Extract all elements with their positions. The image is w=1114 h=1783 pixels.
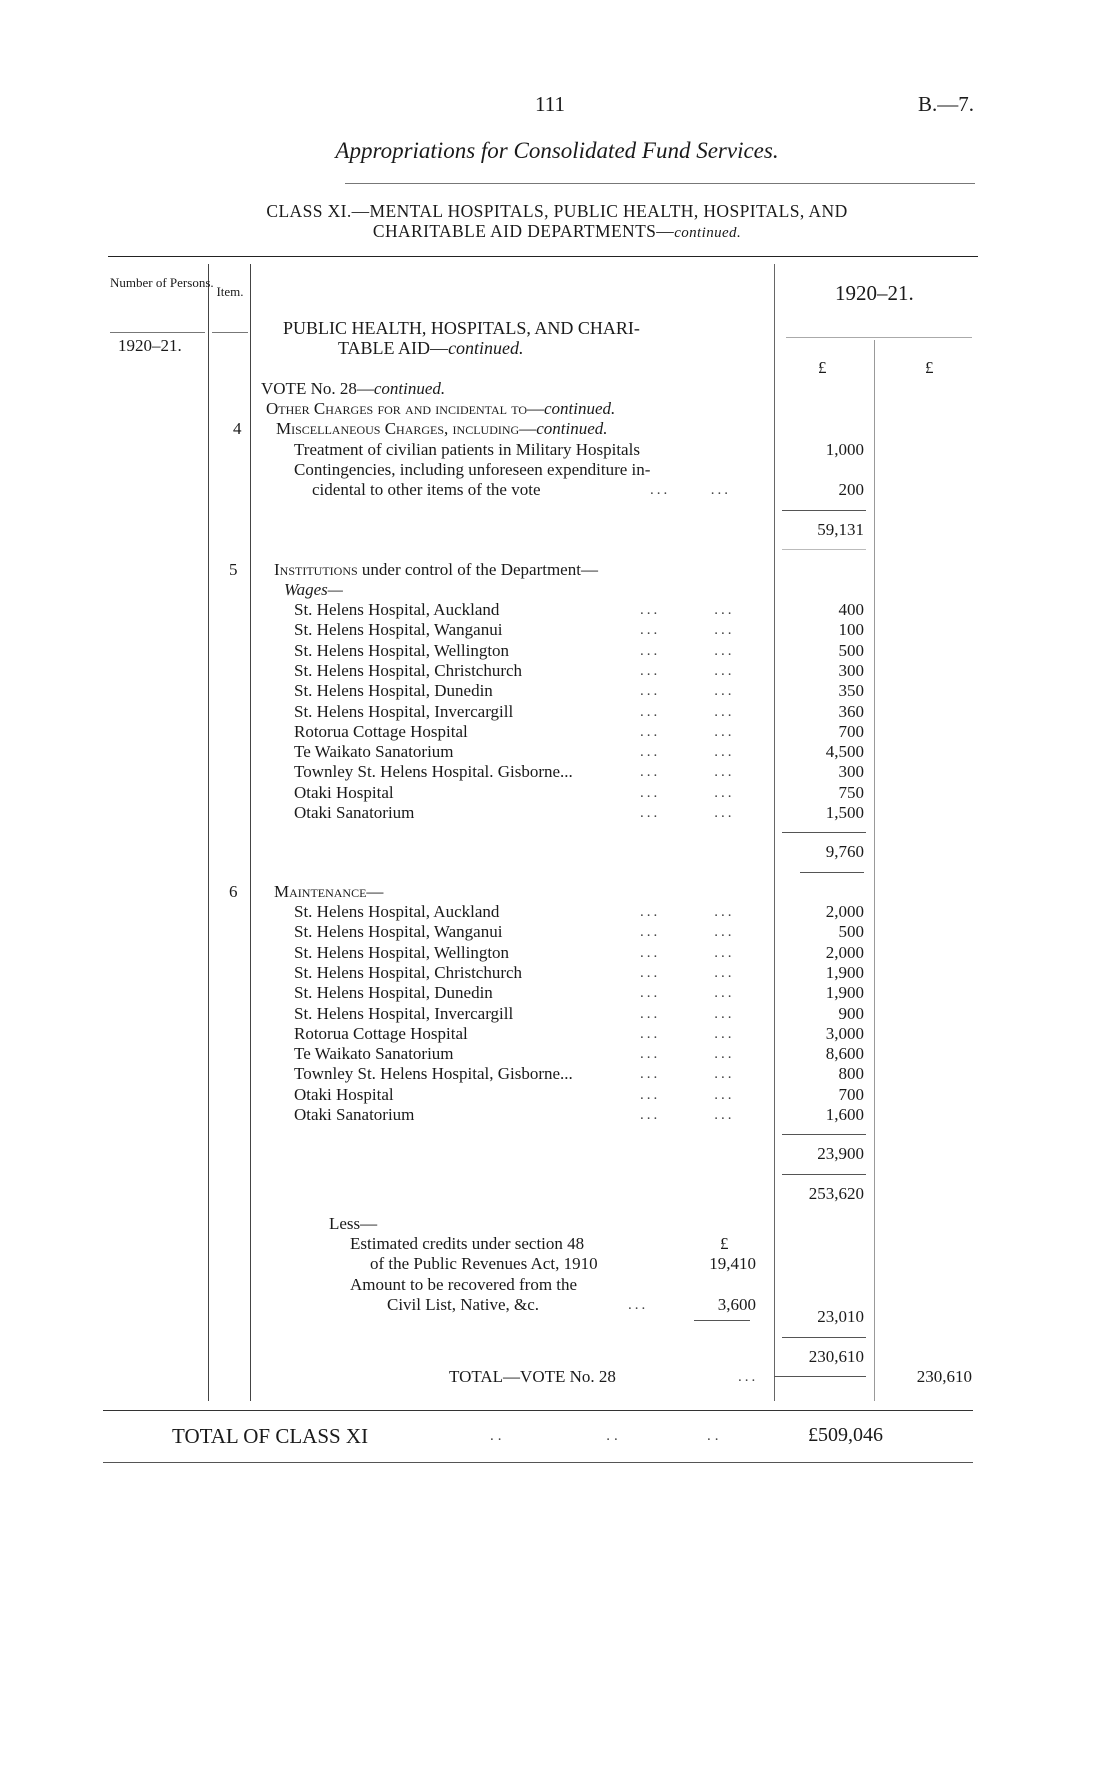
maintenance-row-amount: 900 <box>838 1003 864 1023</box>
subtotal-rule <box>782 832 866 833</box>
maintenance-row-name: St. Helens Hospital, Christchurch <box>294 962 523 982</box>
item-header: Item. <box>216 284 244 299</box>
maintenance-row-name: Te Waikato Sanatorium <box>294 1044 454 1064</box>
leader-dots: ... ... <box>640 662 735 679</box>
wages-row-amount: 500 <box>838 640 864 660</box>
wages-row-name: St. Helens Hospital, Christchurch <box>294 660 523 680</box>
wages-row-name: Otaki Sanatorium <box>294 803 415 822</box>
section-title-line1: PUBLIC HEALTH, HOSPITALS, AND CHARI- <box>283 318 640 338</box>
subtotal-rule <box>800 872 864 873</box>
maintenance-row-name: St. Helens Hospital, Wellington <box>294 942 510 962</box>
subtotal-rule <box>782 1337 866 1338</box>
page-number: 111 <box>535 92 565 116</box>
leader-dots: ... ... <box>640 764 735 781</box>
year-header-left: 1920–21. <box>118 336 182 355</box>
maintenance-row-name: Rotorua Cottage Hospital <box>294 1023 468 1043</box>
maintenance-row-name: Otaki Sanatorium <box>294 1105 415 1124</box>
maintenance-row-amount: 1,900 <box>825 962 864 982</box>
leader-dots: ... ... <box>640 924 735 941</box>
wages-row-name: St. Helens Hospital, Wellington <box>294 640 510 660</box>
wages-row-name: St. Helens Hospital, Invercargill <box>294 701 514 721</box>
vote-total-label: TOTAL—VOTE No. 28 <box>449 1367 616 1386</box>
maintenance-row-amount: 800 <box>838 1064 864 1084</box>
class-total-bottom-rule <box>103 1462 973 1463</box>
subtotal-item-4: 59,131 <box>817 520 864 539</box>
class-total-label: TOTAL OF CLASS XI <box>172 1424 369 1448</box>
treatment-line: Treatment of civilian patients in Military Hospitals <box>294 440 640 459</box>
subtotal-rule <box>782 1134 866 1135</box>
document-reference: B.—7. <box>918 92 975 116</box>
leader-dots: ... ... <box>640 1025 735 1042</box>
wages-row-name: St. Helens Hospital, Dunedin <box>294 681 493 701</box>
pound-column2: £ <box>925 358 934 377</box>
wages-row-amount: 700 <box>838 721 864 741</box>
leader-dots: ... ... <box>640 1046 735 1063</box>
maintenance-row-amount: 8,600 <box>825 1044 864 1064</box>
other-charges-heading: Other Charges for and incidental to—continued. <box>266 399 616 418</box>
class-total-amount: £509,046 <box>808 1424 883 1446</box>
wages-row-name: St. Helens Hospital, Wanganui <box>294 620 503 640</box>
wages-row-amount: 100 <box>838 620 864 640</box>
maintenance-row-amount: 500 <box>838 922 864 942</box>
leader-dots: ... ... <box>640 723 735 740</box>
table-top-rule <box>108 256 978 257</box>
leader-dots: ... ... <box>640 985 735 1002</box>
less-rule <box>694 1320 750 1321</box>
leader-dots: ... ... <box>640 622 735 639</box>
leader-dots: ... ... <box>640 703 735 720</box>
class-title-line2: CHARITABLE AID DEPARTMENTS—continued. <box>372 221 742 241</box>
contingencies-line2: cidental to other items of the vote <box>312 480 541 499</box>
leader-dots: ... <box>738 1369 759 1385</box>
maintenance-row-amount: 3,000 <box>825 1023 864 1043</box>
subtotal-rule <box>782 510 866 511</box>
wages-heading: Wages— <box>284 580 343 599</box>
wages-row-amount: 350 <box>838 681 864 701</box>
vote-total-amount: 230,610 <box>916 1367 972 1386</box>
vote-net-total: 230,610 <box>808 1347 864 1366</box>
leader-dots: ... ... <box>640 642 735 659</box>
maintenance-heading: Maintenance— <box>274 882 384 901</box>
maintenance-row-amount: 2,000 <box>825 902 864 921</box>
misc-charges-heading: Miscellaneous Charges, including—continued. <box>276 419 608 438</box>
item-header-rule <box>212 332 248 333</box>
wages-row-amount: 300 <box>838 660 864 680</box>
leader-dots: ... ... <box>640 904 735 920</box>
maintenance-row-name: St. Helens Hospital, Wanganui <box>294 922 503 942</box>
wages-row-amount: 750 <box>838 782 864 802</box>
wages-row-amount: 1,500 <box>825 803 864 822</box>
leader-dots: ... ... <box>640 1086 735 1103</box>
leader-dots: ... ... <box>640 964 735 981</box>
leader-dots: ... ... <box>640 784 735 801</box>
maintenance-subtotal: 23,900 <box>817 1144 864 1163</box>
col-divider-item <box>250 264 251 1401</box>
maintenance-row-amount: 1,900 <box>825 983 864 1003</box>
maintenance-row-name: Townley St. Helens Hospital, Gisborne... <box>294 1064 573 1084</box>
maintenance-row-name: Otaki Hospital <box>294 1084 394 1104</box>
wages-row-name: Rotorua Cottage Hospital <box>294 721 468 741</box>
leader-dots: .. .. .. <box>490 1428 723 1444</box>
total-rule <box>774 1376 866 1377</box>
leader-dots: ... ... <box>640 1066 735 1083</box>
contingencies-line1: Contingencies, including unforeseen expenditure in- <box>294 460 651 479</box>
maintenance-row-name: St. Helens Hospital, Invercargill <box>294 1003 514 1023</box>
running-total: 253,620 <box>808 1184 864 1203</box>
wages-subtotal: 9,760 <box>825 842 864 861</box>
maintenance-row-amount: 1,600 <box>825 1105 864 1124</box>
maintenance-row-name: St. Helens Hospital, Dunedin <box>294 983 493 1003</box>
section-title-line2: TABLE AID—continued. <box>338 338 524 358</box>
recover-amount: 3,600 <box>717 1295 756 1314</box>
leader-dots: ... ... <box>640 944 735 961</box>
number-header-rule <box>110 332 205 333</box>
credits-line2: of the Public Revenues Act, 1910 <box>370 1254 598 1273</box>
institutions-heading: Institutions under control of the Department— <box>274 560 598 579</box>
wages-row-name: Otaki Hospital <box>294 782 394 802</box>
leader-dots: ... ... <box>640 602 735 618</box>
leader-dots: ... ... <box>640 1107 735 1123</box>
number-of-persons-header: Number of Persons. <box>110 275 214 290</box>
subtotal-rule <box>782 1174 866 1175</box>
item-number-5: 5 <box>229 560 238 579</box>
wages-row-name: St. Helens Hospital, Auckland <box>294 600 500 619</box>
wages-row-amount: 360 <box>838 701 864 721</box>
contingencies-amount: 200 <box>838 480 864 499</box>
col-divider-number <box>208 264 209 1401</box>
wages-row-amount: 4,500 <box>825 742 864 762</box>
page-heading: Appropriations for Consolidated Fund Services. <box>335 138 779 163</box>
maintenance-row-name: St. Helens Hospital, Auckland <box>294 902 500 921</box>
year-header-right: 1920–21. <box>835 281 914 305</box>
wages-row-name: Te Waikato Sanatorium <box>294 742 454 762</box>
credits-amount: 19,410 <box>709 1254 756 1273</box>
leader-dots: ... ... <box>640 805 735 821</box>
credits-pound: £ <box>720 1234 729 1253</box>
wages-row-name: Townley St. Helens Hospital. Gisborne... <box>294 762 573 782</box>
credits-line1: Estimated credits under section 48 <box>350 1234 585 1253</box>
maintenance-row-amount: 700 <box>838 1084 864 1104</box>
pound-column1: £ <box>818 358 827 377</box>
col-divider-amount2 <box>874 340 875 1401</box>
item-number-4: 4 <box>233 419 242 438</box>
wages-row-amount: 400 <box>838 600 864 619</box>
wages-row-amount: 300 <box>838 762 864 782</box>
class-total-top-rule <box>103 1410 973 1411</box>
recover-line1: Amount to be recovered from the <box>350 1275 578 1294</box>
subtotal-rule <box>782 549 866 550</box>
leader-dots: ... <box>628 1297 649 1313</box>
year-header-rule <box>786 337 972 338</box>
less-total: 23,010 <box>817 1307 864 1326</box>
treatment-amount: 1,000 <box>825 440 864 459</box>
maintenance-row-amount: 2,000 <box>825 942 864 962</box>
class-title-line1: CLASS XI.—MENTAL HOSPITALS, PUBLIC HEALTH, HOSPITALS, AND <box>266 201 848 221</box>
recover-line2: Civil List, Native, &c. <box>387 1295 540 1314</box>
heading-rule <box>345 183 975 184</box>
col-divider-amount1 <box>774 264 775 1401</box>
leader-dots: ... ... <box>640 1005 735 1022</box>
leader-dots: ... ... <box>640 744 735 761</box>
vote-heading: VOTE No. 28—continued. <box>261 379 446 398</box>
leader-dots: ... ... <box>640 683 735 700</box>
leader-dots: ... ... <box>650 482 731 498</box>
item-number-6: 6 <box>229 882 238 901</box>
less-heading: Less— <box>329 1214 378 1233</box>
